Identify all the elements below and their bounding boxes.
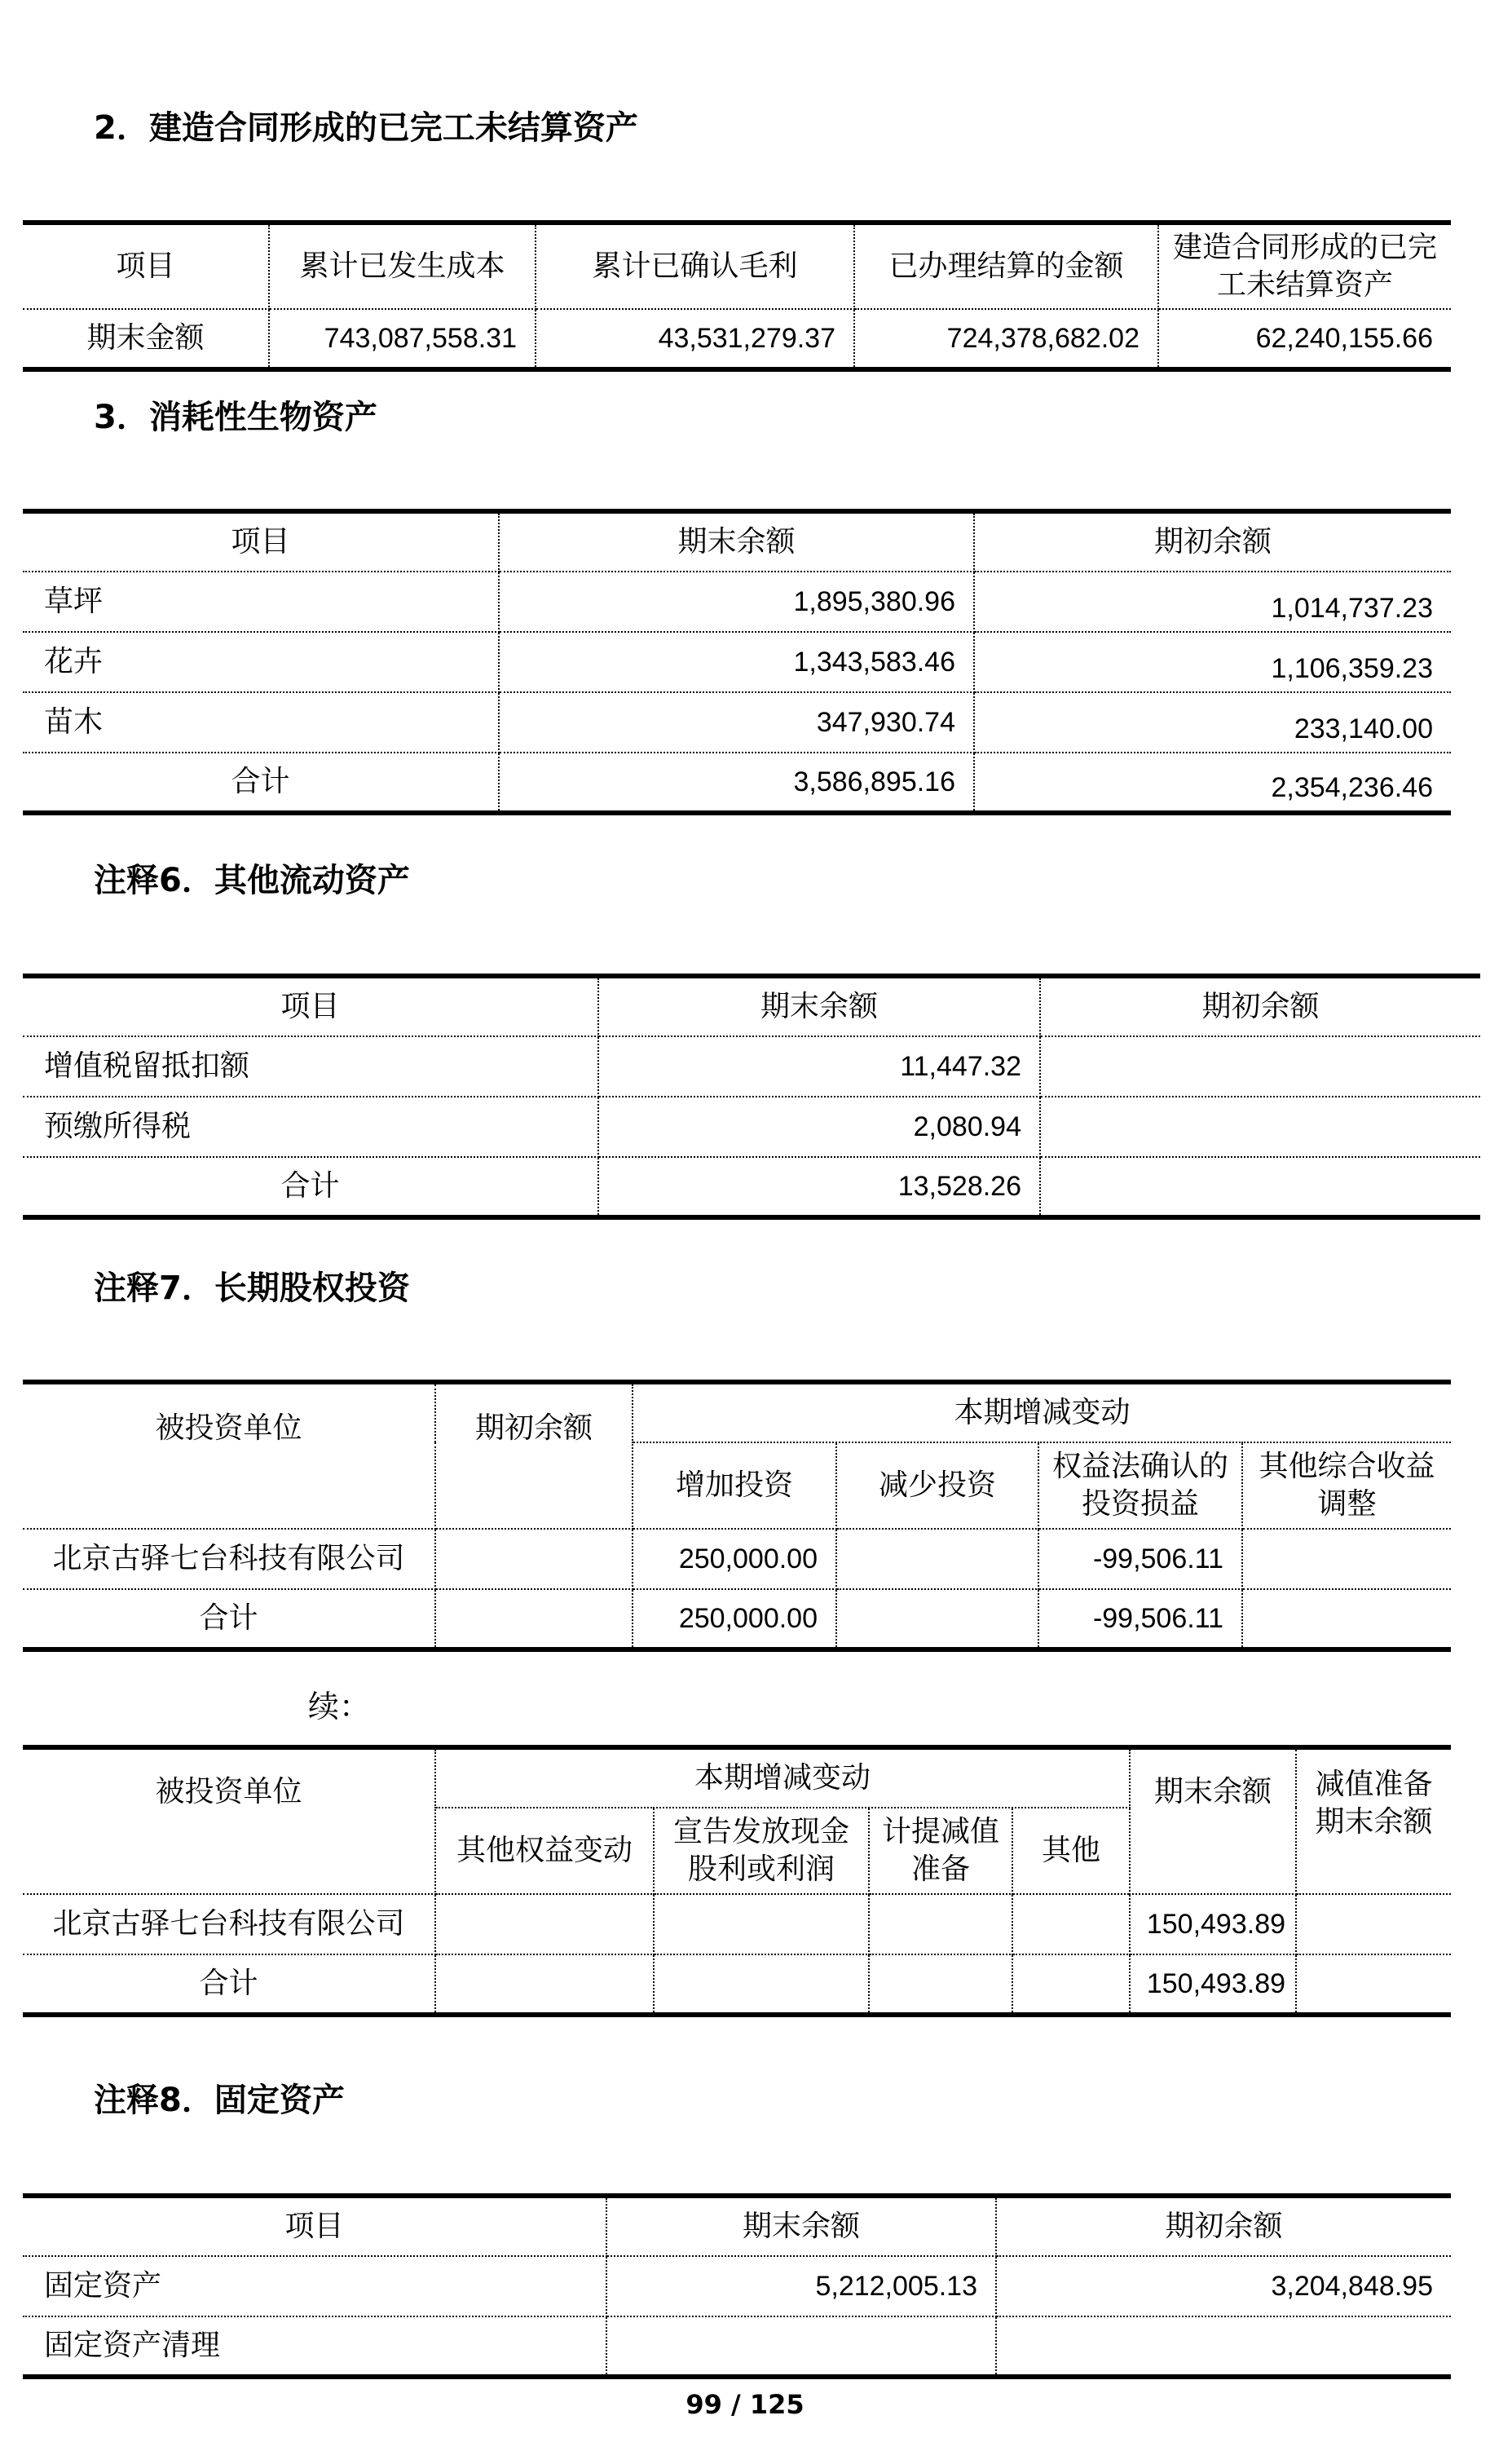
header-cell: 计提减值准备 <box>869 1808 1012 1894</box>
value-cell: 150,493.89 <box>1130 1954 1296 2015</box>
row-label: 固定资产清理 <box>23 2316 606 2377</box>
construction-contract-table <box>23 220 1451 372</box>
value-cell <box>1242 1529 1451 1589</box>
value-cell <box>869 1894 1012 1954</box>
row-label: 北京古驿七台科技有限公司 <box>23 1894 435 1954</box>
value-cell: 250,000.00 <box>633 1589 836 1649</box>
value-cell <box>1012 1954 1130 2015</box>
value-cell: 62,240,155.66 <box>1158 309 1451 369</box>
row-label: 合计 <box>23 1157 598 1217</box>
value-cell <box>435 1529 633 1589</box>
header-cell: 期末余额 <box>499 511 974 572</box>
value-cell <box>654 1954 869 2015</box>
value-cell <box>1040 1157 1480 1217</box>
continued-label: 续： <box>308 1689 371 1724</box>
header-cell: 权益法确认的投资损益 <box>1038 1442 1242 1529</box>
header-cell: 其他权益变动 <box>435 1808 654 1894</box>
header-cell: 项目 <box>23 223 269 309</box>
header-cell: 期末余额 <box>1130 1747 1296 1894</box>
value-cell <box>654 1894 869 1954</box>
value-cell: 2,354,236.46 <box>974 753 1451 813</box>
other-current-assets-table <box>23 974 1480 1220</box>
header-cell: 增加投资 <box>633 1442 836 1529</box>
note-7-heading: 注释7．长期股权投资 <box>94 1270 410 1307</box>
header-cell: 累计已发生成本 <box>269 223 536 309</box>
value-cell <box>435 1894 654 1954</box>
value-cell: 233,140.00 <box>974 692 1451 753</box>
header-cell: 期末余额 <box>606 2196 996 2256</box>
fixed-assets-table <box>23 2193 1451 2379</box>
value-cell: 250,000.00 <box>633 1529 836 1589</box>
section-3-heading: 3．消耗性生物资产 <box>94 399 377 436</box>
value-cell: 1,895,380.96 <box>499 572 974 632</box>
value-cell <box>869 1954 1012 2015</box>
value-cell <box>1296 1894 1451 1954</box>
value-cell: -99,506.11 <box>1038 1529 1242 1589</box>
row-label: 苗木 <box>23 692 499 753</box>
value-cell: 43,531,279.37 <box>536 309 854 369</box>
header-cell: 建造合同形成的已完工未结算资产 <box>1158 223 1451 309</box>
group-header: 本期增减变动 <box>435 1747 1130 1808</box>
value-cell <box>1040 1036 1480 1097</box>
row-label: 增值税留抵扣额 <box>23 1036 598 1097</box>
value-cell: 743,087,558.31 <box>269 309 536 369</box>
header-cell: 宣告发放现金股利或利润 <box>654 1808 869 1894</box>
section-2-heading: 2．建造合同形成的已完工未结算资产 <box>94 109 638 147</box>
value-cell: 5,212,005.13 <box>606 2256 996 2316</box>
value-cell <box>1242 1589 1451 1649</box>
value-cell <box>435 1589 633 1649</box>
biological-assets-table <box>23 509 1451 815</box>
header-cell: 减少投资 <box>836 1442 1038 1529</box>
value-cell: 1,106,359.23 <box>974 632 1451 692</box>
header-cell: 项目 <box>23 976 598 1036</box>
header-cell: 期初余额 <box>996 2196 1451 2256</box>
long-term-equity-table <box>23 1380 1451 1652</box>
value-cell <box>996 2316 1451 2377</box>
group-header: 本期增减变动 <box>633 1382 1451 1442</box>
value-cell: 3,586,895.16 <box>499 753 974 813</box>
value-cell: -99,506.11 <box>1038 1589 1242 1649</box>
row-label: 北京古驿七台科技有限公司 <box>23 1529 435 1589</box>
header-cell: 其他综合收益调整 <box>1242 1442 1451 1529</box>
value-cell <box>836 1529 1038 1589</box>
header-cell: 减值准备期末余额 <box>1296 1747 1451 1894</box>
value-cell <box>836 1589 1038 1649</box>
note-8-heading: 注释8．固定资产 <box>94 2082 345 2119</box>
header-cell: 已办理结算的金额 <box>854 223 1158 309</box>
value-cell: 150,493.89 <box>1130 1894 1296 1954</box>
value-cell: 1,343,583.46 <box>499 632 974 692</box>
value-cell: 724,378,682.02 <box>854 309 1158 369</box>
value-cell: 11,447.32 <box>598 1036 1040 1097</box>
row-label: 期末金额 <box>23 309 269 369</box>
long-term-equity-continued-table <box>23 1745 1451 2017</box>
row-label: 预缴所得税 <box>23 1097 598 1157</box>
value-cell <box>1012 1894 1130 1954</box>
header-cell: 期末余额 <box>598 976 1040 1036</box>
header-cell: 项目 <box>23 511 499 572</box>
header-cell: 被投资单位 <box>23 1382 435 1529</box>
value-cell <box>435 1954 654 2015</box>
value-cell: 2,080.94 <box>598 1097 1040 1157</box>
row-label: 固定资产 <box>23 2256 606 2316</box>
value-cell <box>1296 1954 1451 2015</box>
value-cell: 1,014,737.23 <box>974 572 1451 632</box>
row-label: 合计 <box>23 753 499 813</box>
value-cell <box>606 2316 996 2377</box>
value-cell: 347,930.74 <box>499 692 974 753</box>
row-label: 合计 <box>23 1589 435 1649</box>
row-label: 合计 <box>23 1954 435 2015</box>
header-cell: 期初余额 <box>435 1382 633 1529</box>
header-cell: 项目 <box>23 2196 606 2256</box>
value-cell: 3,204,848.95 <box>996 2256 1451 2316</box>
value-cell <box>1040 1097 1480 1157</box>
header-cell: 其他 <box>1012 1808 1130 1894</box>
note-6-heading: 注释6．其他流动资产 <box>94 862 410 899</box>
row-label: 草坪 <box>23 572 499 632</box>
header-cell: 被投资单位 <box>23 1747 435 1894</box>
header-cell: 期初余额 <box>1040 976 1480 1036</box>
header-cell: 累计已确认毛利 <box>536 223 854 309</box>
header-cell: 期初余额 <box>974 511 1451 572</box>
row-label: 花卉 <box>23 632 499 692</box>
page-number: 99 / 125 <box>685 2389 805 2420</box>
value-cell: 13,528.26 <box>598 1157 1040 1217</box>
